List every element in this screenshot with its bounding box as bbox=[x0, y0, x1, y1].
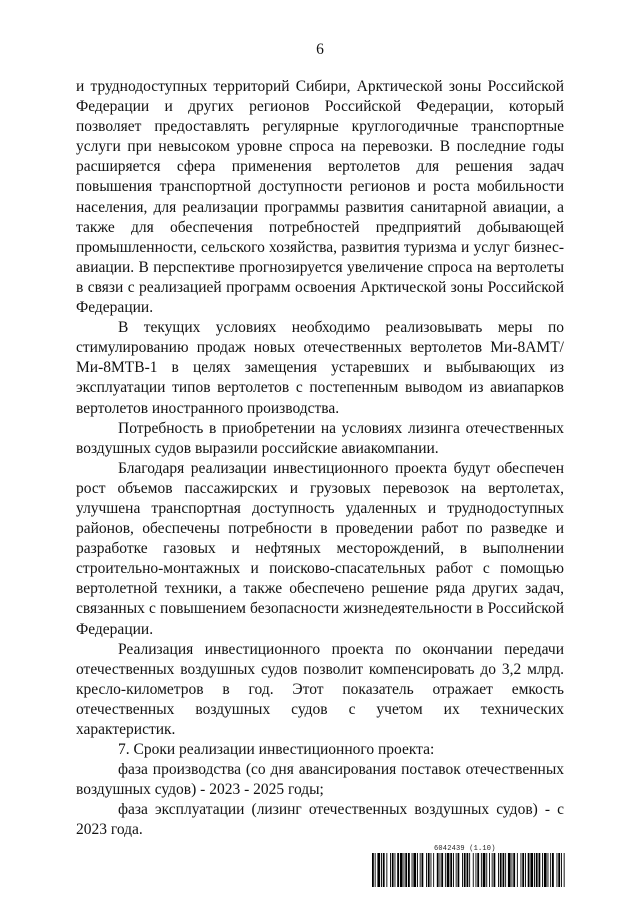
paragraph-capacity-compensation: Реализация инвестиционного проекта по окончании передачи отечественных воздушных судов позволит компенсировать до 3,2 млрд. кресло-километров в год. Этот показатель отражает емкость отечественных воздушных судов с учетом их технических характеристик. bbox=[76, 640, 564, 738]
page-number: 6 bbox=[316, 41, 324, 58]
section-heading-timeline: 7. Сроки реализации инвестиционного проекта: bbox=[118, 741, 435, 759]
document-body bbox=[76, 77, 564, 841]
paragraph-project-benefits: Благодаря реализации инвестиционного проекта будут обеспечен рост объемов пассажирских и грузовых перевозок на вертолетах, улучшена транспортная доступность удаленных и труднодоступных районов, обеспечены потребности в проведении работ по разведке и разработке газовых и нефтяных месторождений, в выполнении строительно-монтажных и поисково-спасательных работ с помощью вертолетной техники, а также обеспечено решение ряда других задач, связанных с повышением безопасности жизнедеятельности в Российской Федерации. bbox=[76, 459, 564, 638]
paragraph-production-phase: фаза производства (со дня авансирования поставок отечественных воздушных судов) - 2023 - 2025 годы; bbox=[76, 761, 564, 799]
paragraph-operation-phase: фаза эксплуатации (лизинг отечественных воздушных судов) - с 2023 года. bbox=[76, 801, 564, 839]
paragraph-helicopter-demand: и труднодоступных территорий Сибири, Арктической зоны Российской Федерации и других регионов Российской Федерации, который позволяет предоставлять регулярные круглогодичные транспортные услуги при невысоком уровне спроса на перевозки. В последние годы расширяется сфера применения вертолетов для решения задач повышения транспортной доступности регионов и роста мобильности населения, для реализации программы развития санитарной авиации, а также для обеспечения потребностей предприятий добывающей промышленности, сельского хозяйства, развития туризма и услуг бизнес-авиации. В перспективе прогнозируется увеличение спроса на вертолеты в связи с реализацией программ освоения Арктической зоны Российской Федерации. bbox=[76, 78, 564, 317]
paragraph-stimulation-measures: В текущих условиях необходимо реализовывать меры по стимулированию продаж новых отечественных вертолетов Ми-8АМТ/Ми-8МТВ-1 в целях замещения устаревших и выбывающих из эксплуатации типов вертолетов с постепенным выводом из авиапарков вертолетов иностранного производства. bbox=[76, 319, 564, 417]
barcode-icon bbox=[372, 853, 566, 887]
document-code: 6042439 (1.10) bbox=[434, 845, 496, 853]
paragraph-leasing-need: Потребность в приобретении на условиях лизинга отечественных воздушных судов выразили российские авиакомпании. bbox=[76, 419, 564, 457]
